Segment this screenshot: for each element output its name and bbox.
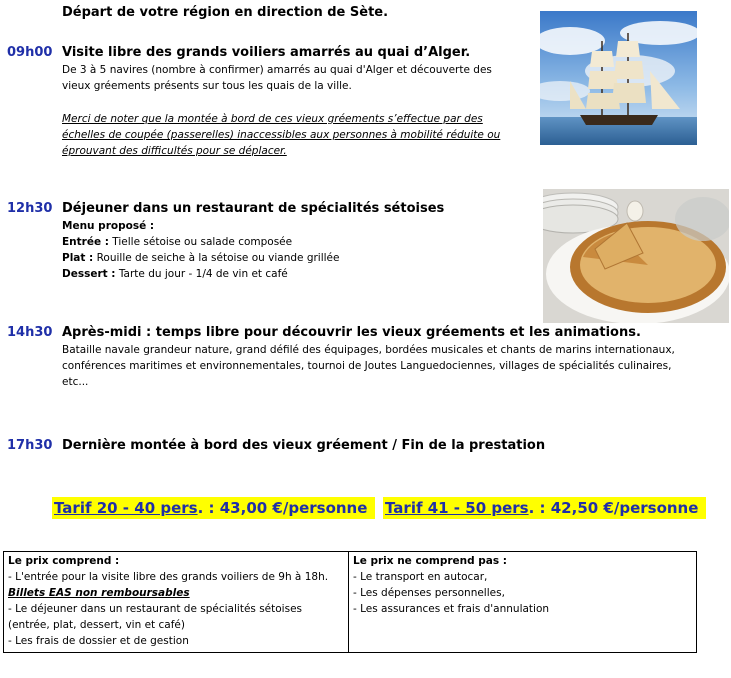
note-line: échelles de coupée (passerelles) inaccessibles aux personnes à mobilité réduite ou <box>62 129 501 141</box>
intro-text: Départ de votre région en direction de Sète. <box>62 5 389 20</box>
desc-apres-midi <box>62 342 722 390</box>
menu-title: Menu proposé : <box>62 220 155 232</box>
list-item: - Les dépenses personnelles, <box>353 587 505 599</box>
desc-visite-voiliers <box>62 62 532 94</box>
includes-cell <box>4 552 349 653</box>
tarif-price: 43,00 €/personne <box>219 499 368 517</box>
time-0900: 09h00 <box>7 45 53 60</box>
time-1730: 17h30 <box>7 438 53 453</box>
title-visite-voiliers: Visite libre des grands voiliers amarrés au quai d’Alger. <box>62 45 471 60</box>
menu-text: Tielle sétoise ou salade composée <box>112 236 293 248</box>
accessibility-note <box>62 111 532 159</box>
tarif-price: 42,50 €/personne <box>550 499 699 517</box>
desc-line: Bataille navale grandeur nature, grand défilé des équipages, bordées musicales et chants de marins internationaux, <box>62 344 675 356</box>
desc-line: De 3 à 5 navires (nombre à confirmer) amarrés au quai d'Alger et découverte des <box>62 64 492 76</box>
menu-block <box>62 218 532 282</box>
menu-plat <box>62 250 532 266</box>
list-item: - Les assurances et frais d'annulation <box>353 603 550 615</box>
menu-label: Plat : <box>62 252 94 264</box>
menu-label: Entrée : <box>62 236 109 248</box>
prices-table <box>3 551 697 653</box>
desc-line: etc... <box>62 376 89 388</box>
tarif-label: Tarif 41 - 50 pers <box>385 499 529 517</box>
menu-text: Rouille de seiche à la sétoise ou viande grillée <box>96 252 340 264</box>
excludes-cell <box>349 552 697 653</box>
desc-line: vieux gréements présents sur tous les quais de la ville. <box>62 80 352 92</box>
title-apres-midi: Après-midi : temps libre pour découvrir les vieux gréements et les animations. <box>62 325 641 340</box>
note-line: éprouvant des difficultés pour se déplacer. <box>62 145 287 157</box>
tarif-sep: . : <box>528 499 551 517</box>
title-dejeuner: Déjeuner dans un restaurant de spécialités sétoises <box>62 201 445 216</box>
includes-line: (entrée, plat, dessert, vin et café) <box>8 619 185 631</box>
menu-label: Dessert : <box>62 268 116 280</box>
desc-line: conférences maritimes et environnementales, tournoi de Joutes Languedociennes, villages de spécialités culinaires, <box>62 360 672 372</box>
tarif-sep: . : <box>197 499 220 517</box>
includes-line: - Le déjeuner dans un restaurant de spécialités sétoises <box>8 603 302 615</box>
includes-line: - L'entrée pour la visite libre des grands voiliers de 9h à 18h. <box>8 571 329 583</box>
time-1430: 14h30 <box>7 325 53 340</box>
title-fin: Dernière montée à bord des vieux gréement / Fin de la prestation <box>62 438 546 453</box>
time-1230: 12h30 <box>7 201 53 216</box>
note-line: Merci de noter que la montée à bord de ces vieux gréements s’effectue par des <box>62 113 483 125</box>
tarif-label: Tarif 20 - 40 pers <box>54 499 198 517</box>
menu-text: Tarte du jour - 1/4 de vin et café <box>118 268 288 280</box>
list-item: - Le transport en autocar, <box>353 571 488 583</box>
excludes-title: Le prix ne comprend pas : <box>353 555 507 567</box>
tarif-41-50 <box>383 497 706 519</box>
menu-entree <box>62 234 532 250</box>
excludes-list <box>353 569 691 617</box>
tall-ship-photo <box>540 11 697 145</box>
includes-line: - Les frais de dossier et de gestion <box>8 635 189 647</box>
includes-title: Le prix comprend : <box>8 555 120 567</box>
tarif-20-40 <box>52 497 375 519</box>
billets-note: Billets EAS non remboursables <box>8 587 190 599</box>
menu-dessert <box>62 266 532 282</box>
tarte-photo <box>543 189 729 323</box>
